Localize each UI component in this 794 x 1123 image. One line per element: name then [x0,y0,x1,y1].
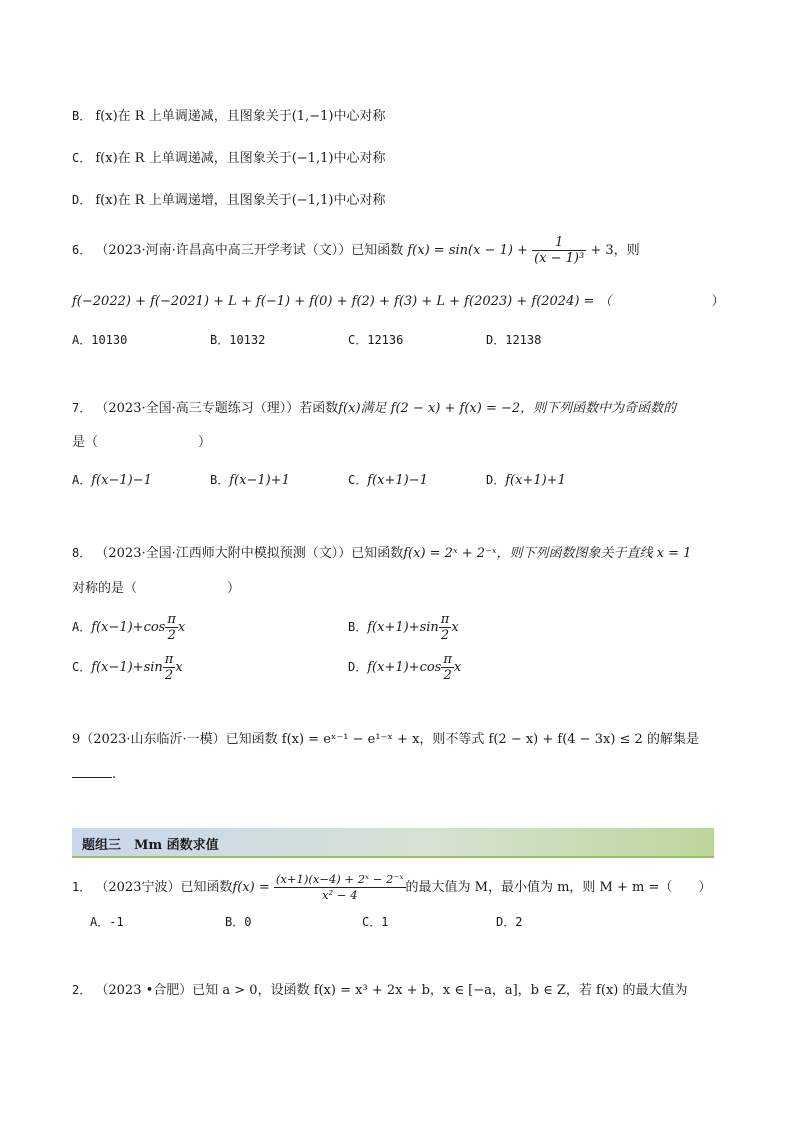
option-label: B． [72,109,92,123]
option-label: C． [72,151,92,165]
q6-sum [72,292,725,312]
option-value: 2 [515,915,523,929]
option-value: f(x+1)−1 [367,473,428,488]
option-label: A． [72,473,92,487]
sum-expression: f(−2022) + f(−2021) + L + f(−1) + f(0) + f(2) + f(3) + L + f(2023) + f(2024) = （ [72,294,612,309]
option-value: 1 [381,915,389,929]
period: . [112,767,117,782]
option-label: C． [72,660,92,674]
q5-option-c [72,148,385,169]
question-source: （2023·全国·江西师大附中模拟预测（文））已知函数 [95,546,404,561]
fraction-denominator: 2 [167,628,176,643]
option-value: -1 [109,915,124,929]
option-a [90,912,124,932]
fraction [274,872,406,903]
option-point: (−1,1) [291,193,334,208]
option-variable: x [177,620,186,635]
q5-option-d [72,190,385,211]
question-source: （2023宁波）已知函数 [95,880,233,895]
option-label: D． [486,473,506,487]
question-number: 1． [72,880,92,894]
fraction-numerator: π [443,652,452,667]
question-source: （2023·全国·高三专题练习（理））若函数 [95,401,339,416]
option-text: f(x)在 R 上单调递减，且图象关于 [95,109,292,124]
function-name: f(x) = [232,880,270,895]
option-value: f(x−1)−1 [91,473,152,488]
option-point: (1,−1) [291,109,334,124]
option-c [72,652,183,683]
question-condition: f(x)满足 f(2 − x) + f(x) = −2，则下列函数中为奇函数的 [338,401,677,416]
option-b [210,470,290,491]
option-a [72,330,127,350]
option-label: C． [348,333,368,347]
fraction-numerator: π [440,612,450,627]
question-text: 的最大值为 M，最小值为 m，则 M + m =（ ） [405,880,712,895]
option-c [348,330,403,350]
fraction-numerator: (x+1)(x−4) + 2ˣ − 2⁻ˣ [275,872,404,886]
option-text-end: 中心对称 [333,151,386,166]
option-c [348,470,428,491]
question-number: 7． [72,401,92,415]
option-d [486,330,541,350]
fraction-denominator: 2 [443,668,452,683]
q8-stem-line2 [72,579,240,599]
s1-stem [72,870,711,905]
option-label: D． [486,333,506,347]
question-text: 是（ [72,435,99,450]
option-b [210,330,265,350]
answer-blank [72,765,112,778]
option-point: (−1,1) [291,151,334,166]
question-number: 8． [72,546,92,560]
question-text: 对称的是（ [72,581,138,596]
option-label: D． [72,193,92,207]
option-label: D． [496,915,516,929]
option-value: 12136 [367,333,404,347]
option-text: f(x)在 R 上单调递减，且图象关于 [95,151,292,166]
function-tail: + 3，则 [590,243,640,258]
option-value: f(x+1)+cos [367,660,442,675]
q7-stem-line2 [72,433,211,453]
question-source: （2023·河南·许昌高中高三开学考试（文））已知函数 [95,243,404,258]
question-number: 6． [72,243,92,257]
q5-option-b [72,106,385,127]
option-label: A． [72,333,92,347]
close-paren: ） [198,435,212,450]
fraction-numerator: π [167,612,176,627]
option-c [362,912,388,932]
option-label: A． [72,620,92,634]
option-b [348,612,459,643]
option-label: A． [90,915,110,929]
option-label: B． [348,620,368,634]
section-title: 题组三 Mm 函数求值 [82,838,219,853]
q7-stem [72,398,676,419]
function-definition: f(x) = sin(x − 1) + [407,243,528,258]
option-d [486,470,566,491]
fraction-denominator: 2 [440,628,450,643]
option-value: f(x−1)+1 [229,473,290,488]
option-value: f(x+1)+sin [367,620,439,635]
option-text-end: 中心对称 [333,109,386,124]
q9-stem [72,730,699,750]
option-value: 10130 [91,333,128,347]
q6-stem [72,234,640,267]
option-value: 0 [244,915,252,929]
option-text-end: 中心对称 [333,193,386,208]
option-value: f(x−1)+sin [91,660,163,675]
option-value: 10132 [229,333,266,347]
option-label: C． [362,915,382,929]
fraction-denominator: 2 [164,668,174,683]
q9-answer-blank [72,765,116,785]
question-number: 2． [72,983,92,997]
function-definition: f(x) = 2ˣ + 2⁻ˣ，则下列函数图象关于直线 x = 1 [403,546,692,561]
option-label: B． [210,333,230,347]
option-value: f(x+1)+1 [505,473,566,488]
option-label: C． [348,473,368,487]
option-a [72,612,185,643]
option-d [348,652,461,683]
fraction [532,235,586,266]
fraction-numerator: π [164,652,174,667]
close-paren: ） [227,581,241,596]
option-label: D． [348,660,368,674]
option-d [496,912,522,932]
q8-stem [72,543,691,564]
option-label: B． [225,915,245,929]
option-b [225,912,251,932]
question-text: （2023 •合肥）已知 a > 0，设函数 f(x) = x³ + 2x + b，x ∈ [−a，a]，b ∈ Z，若 f(x) 的最大值为 [95,983,688,998]
option-label: B． [210,473,230,487]
option-variable: x [175,660,183,675]
s2-stem [72,980,687,1001]
option-text: f(x)在 R 上单调递增，且图象关于 [95,193,292,208]
option-variable: x [451,620,459,635]
fraction-numerator: 1 [532,235,586,251]
option-variable: x [453,660,462,675]
fraction-denominator: x² − 4 [322,888,358,902]
question-text: 9（2023·山东临沂·一模）已知函数 f(x) = eˣ⁻¹ − e¹⁻ˣ + x，则不等式 f(2 − x) + f(4 − 3x) ≤ 2 的解集是 [72,732,699,747]
section-header [72,828,714,858]
fraction-denominator: (x − 1)³ [534,251,585,266]
option-value: f(x−1)+cos [91,620,166,635]
option-value: 12138 [505,333,542,347]
close-paren: ） [711,294,725,309]
option-a [72,470,152,491]
